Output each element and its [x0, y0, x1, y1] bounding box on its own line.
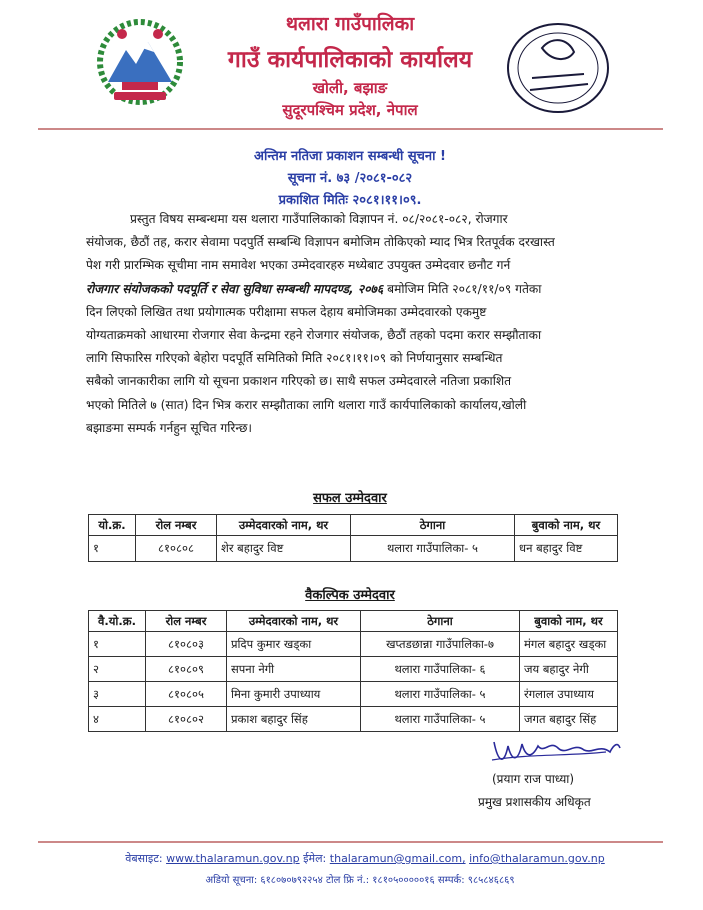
office-province: सुदूरपश्चिम प्रदेश, नेपाल: [282, 101, 418, 119]
table-cell: १: [89, 536, 136, 562]
office-seal-icon: [502, 18, 614, 118]
paragraph-line: सबैको जानकारीका लागि यो सूचना प्रकाशन गरिएको छ। साथै सफल उम्मेदवारले नतिजा प्रकाशित: [86, 374, 512, 389]
successful-table: [88, 514, 618, 562]
email-link-gmail[interactable]: thalaramun@gmail.com,: [329, 852, 466, 865]
table-cell: थलारा गाउँपालिका- ५: [361, 707, 520, 732]
table-cell: ८१०८०९: [146, 657, 227, 682]
successful-section-title: सफल उम्मेदवार: [313, 491, 387, 506]
notice-paragraph: [86, 208, 618, 440]
email-link-info[interactable]: info@thalaramun.gov.np: [469, 852, 605, 865]
column-header: रोल नम्बर: [146, 611, 227, 632]
signatory-title: प्रमुख प्रशासकीय अधिकृत: [478, 795, 591, 809]
paragraph-line: बझाङमा सम्पर्क गर्नहुन सूचित गरिन्छ।: [86, 420, 253, 435]
alternate-table: [88, 610, 618, 732]
notice-title: अन्तिम नतिजा प्रकाशन सम्बन्धी सूचना !: [254, 149, 446, 164]
office-location: खोली, बझाङ: [312, 79, 388, 97]
column-header: यो.क्र.: [89, 515, 136, 536]
table-cell: मंगल बहादुर खड्का: [520, 632, 618, 657]
footer-contacts: [110, 851, 620, 866]
column-header: उम्मेदवारको नाम, थर: [227, 611, 361, 632]
table-cell: ४: [89, 707, 146, 732]
column-header: ठेगाना: [361, 611, 520, 632]
footer-divider: [38, 841, 663, 843]
table-cell: थलारा गाउँपालिका- ६: [361, 657, 520, 682]
municipality-name: थलारा गाउँपालिका: [285, 13, 415, 35]
table-cell: रंगलाल उपाध्याय: [520, 682, 618, 707]
criteria-date: बमोजिम मिति २०८१/११/०९ गतेका: [383, 281, 542, 296]
column-header: रोल नम्बर: [136, 515, 217, 536]
table-row: [89, 536, 618, 562]
office-name: गाउँ कार्यपालिकाको कार्यालय: [227, 47, 473, 73]
table-cell: मिना कुमारी उपाध्याय: [227, 682, 361, 707]
paragraph-line: भएको मितिले ७ (सात) दिन भित्र करार सम्झौताका लागि थलारा गाउँ कार्यपालिकाको कार्यालय,खोली: [86, 397, 527, 412]
paragraph-line: [86, 278, 618, 301]
paragraph-line: पेश गरी प्रारम्भिक सूचीमा नाम समावेश भएका उम्मेदवारहरु मध्येबाट उपयुक्त उम्मेदवार छनौट गर्न: [86, 258, 511, 273]
table-cell: ८१०८०८: [136, 536, 217, 562]
paragraph-line: योग्यताक्रमको आधारमा रोजगार सेवा केन्द्रमा रहने रोजगार संयोजक, छैठौं तहको पदमा करार सम्झौताका: [86, 328, 542, 343]
table-cell: धन बहादुर विष्ट: [515, 536, 618, 562]
table-cell: सपना नेगी: [227, 657, 361, 682]
table-row: [89, 657, 618, 682]
column-header: बुवाको नाम, थर: [515, 515, 618, 536]
paragraph-line: दिन लिएको लिखित तथा प्रयोगात्मक परीक्षामा सफल देहाय बमोजिमका उम्मेदवारको एकमुष्ट: [86, 304, 487, 319]
column-header: बुवाको नाम, थर: [520, 611, 618, 632]
notice-number: सूचना नं. ७३ /२०८१-०८२: [287, 171, 413, 186]
criteria-phrase: रोजगार संयोजकको पदपूर्ति र सेवा सुविधा सम्बन्धी मापदण्ड, २०७६: [86, 281, 384, 296]
column-header: उम्मेदवारको नाम, थर: [217, 515, 351, 536]
table-cell: ८१०८०२: [146, 707, 227, 732]
table-cell: जय बहादुर नेगी: [520, 657, 618, 682]
table-header-row: [89, 611, 618, 632]
table-cell: १: [89, 632, 146, 657]
website-link[interactable]: www.thalaramun.gov.np: [166, 852, 300, 865]
table-cell: प्रदिप कुमार खड्का: [227, 632, 361, 657]
column-header: ठेगाना: [351, 515, 515, 536]
table-cell: ३: [89, 682, 146, 707]
email-label: ईमेल:: [303, 852, 327, 865]
table-cell: जगत बहादुर सिंह: [520, 707, 618, 732]
table-cell: खप्तडछान्ना गाउँपालिका-७: [361, 632, 520, 657]
table-header-row: [89, 515, 618, 536]
paragraph-line: संयोजक, छैठौं तह, करार सेवामा पदपुर्ति सम्बन्धि विज्ञापन बमोजिम तोकिएको म्याद भित्र रितपूर्वक दरखास्त: [86, 235, 555, 250]
table-row: [89, 682, 618, 707]
table-cell: थलारा गाउँपालिका- ५: [351, 536, 515, 562]
nepal-emblem-icon: [92, 12, 188, 108]
signature-image: [488, 732, 623, 770]
table-cell: प्रकाश बहादुर सिंह: [227, 707, 361, 732]
table-cell: थलारा गाउँपालिका- ५: [361, 682, 520, 707]
table-row: [89, 707, 618, 732]
paragraph-line: प्रस्तुत विषय सम्बन्धमा यस थलारा गाउँपालिकाको विज्ञापन नं. ०८/२०८१-०८२, रोजगार: [130, 212, 508, 226]
header-divider: [38, 128, 663, 130]
table-cell: ८१०८०५: [146, 682, 227, 707]
website-label: वेबसाइट:: [125, 852, 163, 865]
notice-date: प्रकाशित मितिः २०८१।११।०९.: [278, 193, 422, 208]
footer-phone-line: अडियो सूचना: ६१८०७०७९२२५४ टोल फ्रि नं.: १८१०५०००००१६ सम्पर्क: ९८५८४६८६९: [205, 875, 515, 886]
table-cell: ८१०८०३: [146, 632, 227, 657]
table-cell: २: [89, 657, 146, 682]
alternate-section-title: वैकल्पिक उम्मेदवार: [305, 588, 395, 603]
table-row: [89, 632, 618, 657]
signatory-name: (प्रयाग राज पाध्या): [492, 772, 575, 786]
table-cell: शेर बहादुर विष्ट: [217, 536, 351, 562]
column-header: वै.यो.क्र.: [89, 611, 146, 632]
paragraph-line: लागि सिफारिस गरिएको बेहोरा पदपूर्ति समितिको मिति २०८१।११।०९ को निर्णयानुसार सम्बन्धित: [86, 351, 503, 366]
